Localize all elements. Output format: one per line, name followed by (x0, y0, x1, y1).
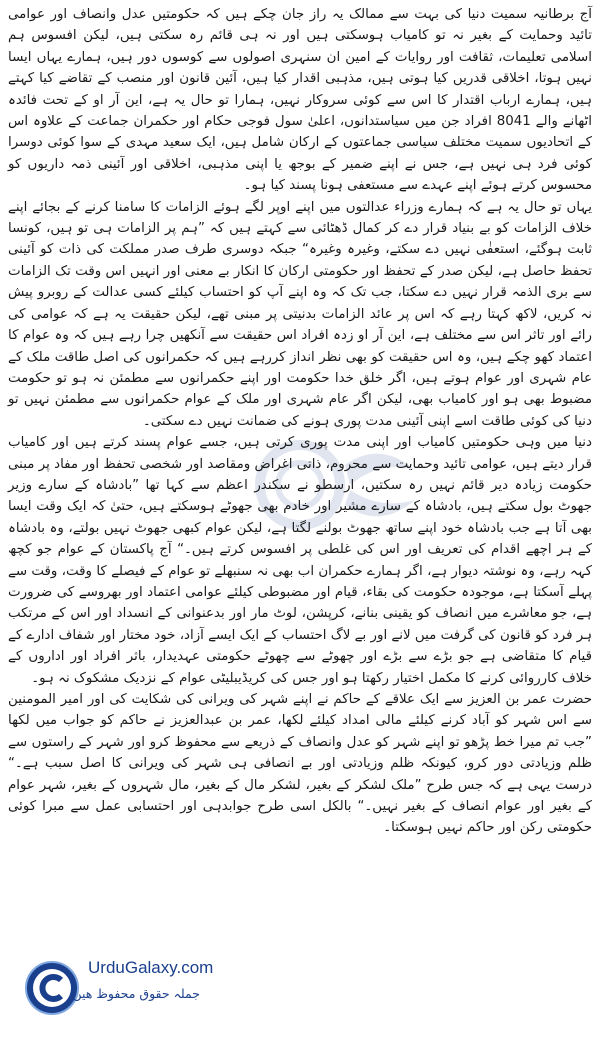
article-paragraph: حضرت عمر بن العزیز سے ایک علاقے کے حاکم نے اپنے شہر کی ویرانی کی شکایت کی اور امیر المومنین سے اس شہر کو آباد کرنے کیلئے مالی امداد کیلئے لکھا، عمر بن عبدالعزیز نے حاکم کو جواب میں لکھا ”جب تم میرا خط پڑھو تو اپنے شہر کو عدل وانصاف کے ذریعے سے محفوظ کرو اور شہر کے راستوں سے ظلم وزیادتی دور کرو، کیونکہ ظلم وزیادتی اور بے انصافی ہی شہر کی ویرانی کا اصل سبب ہے۔“ درست یہی ہے کہ جس طرح ”ملک لشکر کے بغیر، لشکر مال کے بغیر، مال شہروں کے بغیر، شہر عوام کے بغیر اور عوام انصاف کے بغیر نہیں۔“ بالکل اسی طرح جوابدہی اور احتسابی عمل سے مبرا کوئی حکومتی رکن اور حاکم نہیں ہوسکتا۔ (8, 692, 592, 836)
article-paragraph: دنیا میں وہی حکومتیں کامیاب اور اپنی مدت پوری کرتی ہیں، جسے عوام پسند کرتے ہیں اور کامیاب قرار دیتے ہیں، عوامی تائید وحمایت سے محروم، ذاتی اغراض ومقاصد اور شخصی تحفظ اور مفاد پر مبنی حکومت زیادہ دیر قائم نہیں رہ سکتیں، ارسطو نے سکندر اعظم سے کہا تھا ”بادشاہ کے سارے وزیر جھوٹ بول سکتے ہیں، بادشاہ کے سارے مشیر اور خادم بھی جھوٹے ہوسکتے ہیں، حتیٰ کہ ایک وقت ایسا بھی آتا ہے جب بادشاہ خود اپنے ساتھ جھوٹ بولنے لگتا ہے، لیکن عوام کبھی جھوٹ نہیں بولتے، وہ بادشاہ کے ہر اچھے اقدام کی تعریف اور اس کی غلطی پر افسوس کرتے ہیں۔“ آج پاکستان کے عوام جو کچھ کہہ رہے، وہ نوشتہ دیوار ہے، اگر ہمارے حکمران اب بھی نہ سنبھلے تو عوام کے فیصلے کا وقت، وقت سے پہلے آسکتا ہے، موجودہ حکومت کی بقاء، قیام اور مضبوطی کیلئے عوامی اعتماد اور بھروسے کی ضرورت ہے، جو معاشرے میں انصاف کو یقینی بنانے، کرپشن، لوٹ مار اور بدعنوانی کے انسداد اور اس کے مرتکب ہر فرد کو قانون کی گرفت میں لانے اور بے لاگ احتساب کے ایک ایسے آزاد، خود مختار اور شفاف ادارے کے قیام کا متقاضی ہے جو بڑے سے بڑے اور چھوٹے سے چھوٹے حکومتی عہدیدار، باثر افراد اور اداروں کے خلاف کارروائی کرنے کا مکمل اختیار رکھتا ہو اور جس کی کریڈیبلیٹی عوام کے نزدیک مشکوک نہ ہو۔ (8, 435, 592, 686)
copyright-logo-icon (22, 950, 82, 1018)
article-paragraph: آج برطانیہ سمیت دنیا کی بہت سے ممالک یہ راز جان چکے ہیں کہ حکومتیں عدل وانصاف اور عوامی تائید وحمایت کے بغیر نہ تو کامیاب ہوسکتی ہیں اور نہ ہی قائم رہ سکتی ہیں، لیکن افسوس ہم اسلامی تعلیمات، ثقافت اور روایات کے امین ان سنہری اصولوں سے کوسوں دور ہیں، ہمارے یہاں ایسا نہیں ہوتا، اخلاقی قدریں کیا ہوتی ہیں، مذہبی اقدار کیا ہیں، آئین قانون اور منصب کے تقاضے کیا کہتے ہیں، ہمارے ارباب اقتدار کا اس سے کوئی سروکار نہیں، ہمارا تو حال یہ ہے، این آر او کے تحت فائدہ اٹھانے والے 8041 افراد جن میں سیاستدانوں، اعلیٰ سول فوجی حکام اور حکمران جماعت کے علاوہ اس کے اتحادیوں سمیت مختلف سیاسی جماعتوں کے ارکان شامل ہیں، ایک سعید مہدی کے سوا کوئی دوسرا کوئی فرد ہی نہیں ہے، جس نے اپنے ضمیر کے بوجھ یا اپنی مذہبی، اخلاقی اور آئینی ذمہ داریوں کو محسوس کرتے ہوئے اپنے عہدے سے مستعفی ہونا پسند کیا ہو۔ (8, 7, 592, 194)
article-body (8, 4, 592, 839)
site-name[interactable]: UrduGalaxy.com (88, 958, 214, 977)
article-paragraph: یہاں تو حال یہ ہے کہ ہمارے وزراء عدالتوں میں اپنے اوپر لگے ہوئے الزامات کا سامنا کرنے کے بجائے اپنے خلاف الزامات کو بے بنیاد قرار دے کر کمال ڈھٹائی سے کہتے ہیں کہ ”ہم پر الزامات ہی تو ہیں، کونسا ثابت ہوگئے، استعفٰی نہیں دے سکتے، وغیرہ وغیرہ“ جبکہ دوسری طرف صدر مملکت کی ذات کو آئینی تحفظ حاصل ہے، لیکن صدر کے تحفظ اور حکومتی ارکان کا انکار بے معنی اور انہیں اس وقت تک الزامات سے بری الذمہ قرار نہیں دے سکتا، جب تک کہ وہ اپنے آپ کو احتساب کیلئے کسی عدالت کے روبرو پیش نہ کریں، لاکھ کہتا رہے کہ اس پر عائد الزامات بدنیتی پر مبنی تھے، لیکن حقیقت یہ ہے کہ عوامی کی رائے اور تاثر اس سے مختلف ہے، این آر او زدہ افراد اس حقیقت سے آنکھیں چرا رہے ہیں کہ وہ عوام کا اعتماد کھو چکے ہیں، وہ اس حقیقت کو بھی نظر انداز کررہے ہیں کہ حکمرانوں کی اصل طاقت ملک کے عام شہری اور عوام ہوتے ہیں، اگر خلق خدا حکومت اور اپنے حکمرانوں سے مطمئن نہ ہو تو حکومت مضبوط بھی ہو اور کامیاب بھی، لیکن اگر عام شہری اور ملک کے عوام حکمرانوں سے مطمئن نہیں تو دنیا کی کوئی طاقت اسے اپنی آئینی مدت پوری ہونے کی ضمانت نہیں دے سکتی۔ (8, 199, 592, 429)
site-logo[interactable] (22, 950, 302, 1030)
copyright-text: جملہ حقوق محفوظ ھیں (72, 986, 200, 1001)
